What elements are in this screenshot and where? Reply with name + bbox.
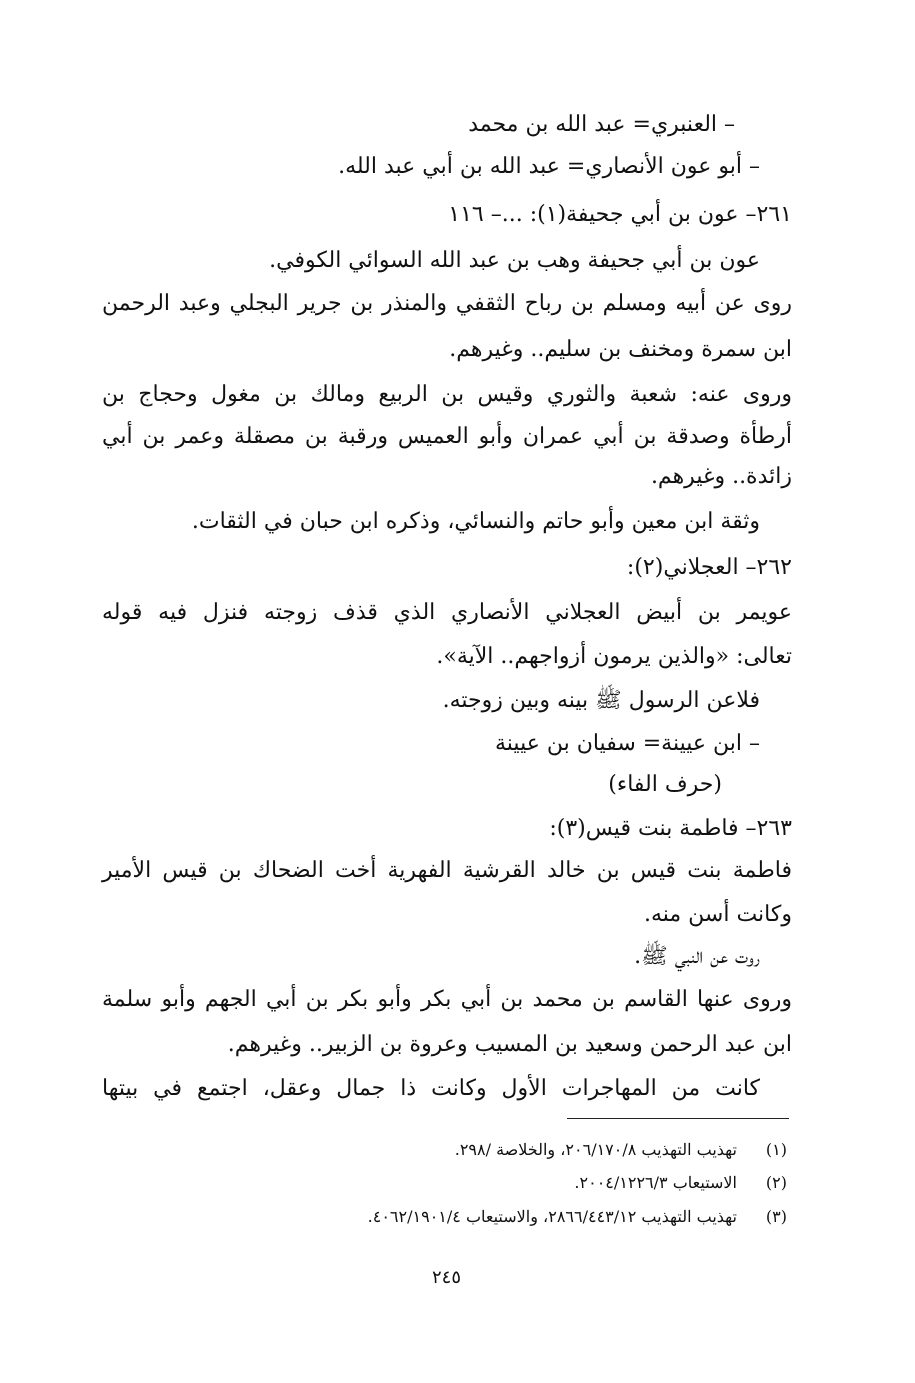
footnote-number: (٣)	[765, 1207, 787, 1226]
entry-heading: ٢٦٣– فاطمة بنت قيس(٣):	[549, 816, 792, 841]
text-line: فاطمة بنت قيس بن خالد القرشية الفهرية أخت الضحاك بن قيس الأمير	[102, 858, 792, 883]
text-line: وروى عنها القاسم بن محمد بن أبي بكر وأبو بكر بن أبي الجهم وأبو سلمة	[102, 987, 792, 1012]
text-line: أرطأة وصدقة بن أبي عمران وأبو العميس ورقبة بن مصقلة وعمر بن أبي	[102, 424, 792, 449]
footnote-separator	[567, 1118, 789, 1119]
text-line: – ابن عيينة= سفيان بن عيينة	[495, 731, 760, 756]
footnote-text: تهذيب التهذيب ٢٠٦/١٧٠/٨، والخلاصة /٢٩٨.	[454, 1140, 737, 1159]
text-line: عون بن أبي جحيفة وهب بن عبد الله السوائي الكوفي.	[269, 248, 760, 273]
text-line: فلاعن الرسول ﷺ بينه وبين زوجته.	[442, 688, 760, 713]
page-number: ٢٤٥	[432, 1267, 462, 1288]
text-line: وثقة ابن معين وأبو حاتم والنسائي، وذكره ابن حبان في الثقات.	[191, 509, 760, 534]
footnote-number: (١)	[765, 1140, 787, 1159]
section-heading: (حرف الفاء)	[608, 772, 722, 797]
footnote-number: (٢)	[765, 1173, 787, 1192]
text-line: روى عن أبيه ومسلم بن رباح الثقفي والمنذر بن جرير البجلي وعبد الرحمن	[102, 291, 792, 316]
text-line: ابن سمرة ومخنف بن سليم.. وغيرهم.	[449, 337, 792, 362]
text-line: – أبو عون الأنصاري= عبد الله بن أبي عبد الله.	[338, 154, 760, 179]
text-line: وروى عنه: شعبة والثوري وقيس بن الربيع ومالك بن مغول وحجاج بن	[102, 382, 792, 407]
text-line: – العنبري= عبد الله بن محمد	[468, 112, 735, 137]
text-line: تعالى: «والذين يرمون أزواجهم.. الآية».	[436, 644, 792, 669]
entry-heading: ٢٦٢– العجلاني(٢):	[626, 555, 792, 580]
text-line: كانت من المهاجرات الأول وكانت ذا جمال وعقل، اجتمع في بيتها	[102, 1076, 760, 1101]
text-line: عويمر بن أبيض العجلاني الأنصاري الذي قذف زوجته فنزل فيه قوله	[102, 600, 792, 625]
text-line: زائدة.. وغيرهم.	[650, 464, 792, 489]
footnote-text: الاستيعاب ٢٠٠٤/١٢٢٦/٣.	[574, 1173, 737, 1192]
footnote-text: تهذيب التهذيب ٢٨٦٦/٤٤٣/١٢، والاستيعاب ٤٠٦٢/١٩٠١/٤.	[367, 1207, 737, 1226]
entry-heading: ٢٦١– عون بن أبي جحيفة(١): ...– ١١٦	[448, 202, 792, 227]
text-line: ابن عبد الرحمن وسعيد بن المسيب وعروة بن الزبير.. وغيرهم.	[227, 1032, 792, 1057]
text-line: روت عن النبي ﷺ.	[634, 944, 760, 969]
text-line: وكانت أسن منه.	[643, 902, 792, 927]
